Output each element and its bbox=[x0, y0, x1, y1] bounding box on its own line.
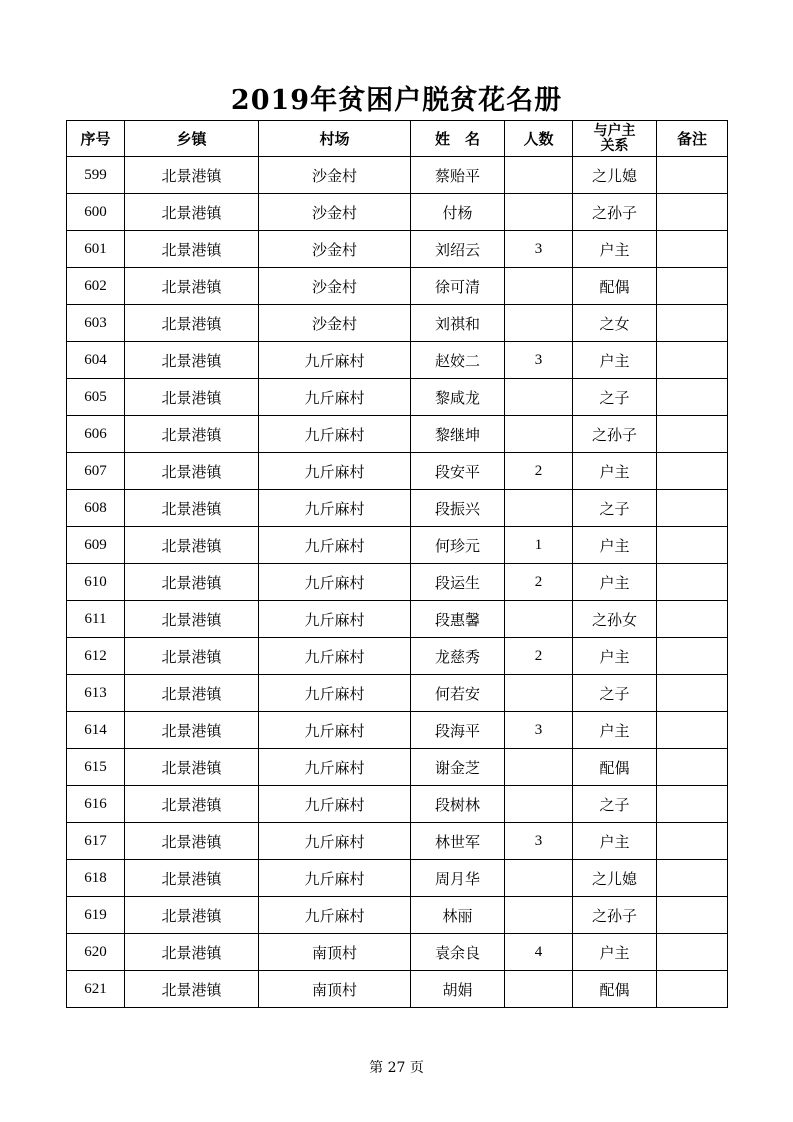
cell-relation: 之儿媳 bbox=[573, 157, 657, 194]
cell-name: 林世军 bbox=[411, 823, 505, 860]
cell-count: 2 bbox=[505, 453, 573, 490]
cell-index: 604 bbox=[67, 342, 125, 379]
document-title: 2019年贫困户脱贫花名册 bbox=[230, 85, 563, 116]
header-index: 序号 bbox=[67, 121, 125, 157]
cell-name: 赵姣二 bbox=[411, 342, 505, 379]
cell-town: 北景港镇 bbox=[125, 305, 259, 342]
cell-count: 3 bbox=[505, 342, 573, 379]
cell-index: 620 bbox=[67, 934, 125, 971]
cell-relation: 之子 bbox=[573, 786, 657, 823]
header-relation bbox=[573, 121, 657, 157]
cell-index: 609 bbox=[67, 527, 125, 564]
cell-note bbox=[657, 453, 728, 490]
cell-count bbox=[505, 971, 573, 1008]
cell-name: 蔡贻平 bbox=[411, 157, 505, 194]
table-row bbox=[67, 490, 728, 527]
cell-note bbox=[657, 342, 728, 379]
cell-town: 北景港镇 bbox=[125, 564, 259, 601]
cell-index: 610 bbox=[67, 564, 125, 601]
cell-village: 九斤麻村 bbox=[259, 712, 411, 749]
cell-count: 2 bbox=[505, 638, 573, 675]
cell-town: 北景港镇 bbox=[125, 231, 259, 268]
cell-relation: 户主 bbox=[573, 231, 657, 268]
cell-count bbox=[505, 268, 573, 305]
table-body bbox=[67, 157, 728, 1008]
cell-relation: 之女 bbox=[573, 305, 657, 342]
cell-index: 611 bbox=[67, 601, 125, 638]
cell-index: 599 bbox=[67, 157, 125, 194]
cell-count: 3 bbox=[505, 823, 573, 860]
cell-town: 北景港镇 bbox=[125, 268, 259, 305]
cell-name: 周月华 bbox=[411, 860, 505, 897]
cell-note bbox=[657, 971, 728, 1008]
header-relation-line1: 与户主 bbox=[593, 122, 636, 139]
cell-village: 九斤麻村 bbox=[259, 638, 411, 675]
cell-index: 608 bbox=[67, 490, 125, 527]
cell-index: 617 bbox=[67, 823, 125, 860]
cell-relation: 之孙子 bbox=[573, 897, 657, 934]
cell-name: 何珍元 bbox=[411, 527, 505, 564]
cell-relation: 之子 bbox=[573, 379, 657, 416]
table-row bbox=[67, 786, 728, 823]
cell-note bbox=[657, 305, 728, 342]
cell-town: 北景港镇 bbox=[125, 860, 259, 897]
cell-town: 北景港镇 bbox=[125, 453, 259, 490]
cell-index: 602 bbox=[67, 268, 125, 305]
cell-count bbox=[505, 601, 573, 638]
cell-note bbox=[657, 490, 728, 527]
cell-village: 南顶村 bbox=[259, 934, 411, 971]
cell-note bbox=[657, 601, 728, 638]
cell-note bbox=[657, 712, 728, 749]
cell-name: 刘绍云 bbox=[411, 231, 505, 268]
cell-name: 黎咸龙 bbox=[411, 379, 505, 416]
table-row bbox=[67, 860, 728, 897]
cell-town: 北景港镇 bbox=[125, 416, 259, 453]
cell-name: 段惠馨 bbox=[411, 601, 505, 638]
cell-relation: 户主 bbox=[573, 823, 657, 860]
table-row bbox=[67, 638, 728, 675]
cell-village: 沙金村 bbox=[259, 157, 411, 194]
header-name: 姓 名 bbox=[411, 121, 505, 157]
table-row bbox=[67, 379, 728, 416]
cell-village: 九斤麻村 bbox=[259, 490, 411, 527]
cell-town: 北景港镇 bbox=[125, 157, 259, 194]
cell-count bbox=[505, 416, 573, 453]
cell-index: 615 bbox=[67, 749, 125, 786]
cell-index: 607 bbox=[67, 453, 125, 490]
cell-index: 601 bbox=[67, 231, 125, 268]
table-row bbox=[67, 194, 728, 231]
table-row bbox=[67, 564, 728, 601]
cell-note bbox=[657, 934, 728, 971]
cell-relation: 户主 bbox=[573, 638, 657, 675]
cell-town: 北景港镇 bbox=[125, 638, 259, 675]
table-header-row bbox=[67, 121, 728, 157]
cell-note bbox=[657, 194, 728, 231]
cell-note bbox=[657, 786, 728, 823]
header-village: 村场 bbox=[259, 121, 411, 157]
header-relation-line2: 关系 bbox=[600, 137, 629, 154]
table-row bbox=[67, 601, 728, 638]
cell-name: 刘祺和 bbox=[411, 305, 505, 342]
cell-note bbox=[657, 675, 728, 712]
table-row bbox=[67, 712, 728, 749]
cell-relation: 配偶 bbox=[573, 268, 657, 305]
cell-town: 北景港镇 bbox=[125, 490, 259, 527]
cell-town: 北景港镇 bbox=[125, 971, 259, 1008]
cell-relation: 之子 bbox=[573, 675, 657, 712]
cell-town: 北景港镇 bbox=[125, 194, 259, 231]
cell-index: 613 bbox=[67, 675, 125, 712]
table-row bbox=[67, 527, 728, 564]
header-note: 备注 bbox=[657, 121, 728, 157]
cell-village: 沙金村 bbox=[259, 231, 411, 268]
cell-town: 北景港镇 bbox=[125, 342, 259, 379]
cell-count bbox=[505, 305, 573, 342]
cell-note bbox=[657, 749, 728, 786]
cell-town: 北景港镇 bbox=[125, 601, 259, 638]
cell-relation: 之子 bbox=[573, 490, 657, 527]
cell-count bbox=[505, 897, 573, 934]
cell-town: 北景港镇 bbox=[125, 379, 259, 416]
cell-index: 614 bbox=[67, 712, 125, 749]
cell-relation: 户主 bbox=[573, 453, 657, 490]
cell-town: 北景港镇 bbox=[125, 675, 259, 712]
cell-note bbox=[657, 157, 728, 194]
cell-count: 1 bbox=[505, 527, 573, 564]
cell-name: 付杨 bbox=[411, 194, 505, 231]
cell-town: 北景港镇 bbox=[125, 527, 259, 564]
cell-relation: 之孙子 bbox=[573, 416, 657, 453]
table-row bbox=[67, 823, 728, 860]
table-row bbox=[67, 934, 728, 971]
cell-village: 沙金村 bbox=[259, 268, 411, 305]
cell-note bbox=[657, 823, 728, 860]
table-row bbox=[67, 897, 728, 934]
cell-note bbox=[657, 231, 728, 268]
cell-village: 九斤麻村 bbox=[259, 749, 411, 786]
cell-count bbox=[505, 749, 573, 786]
cell-note bbox=[657, 379, 728, 416]
cell-note bbox=[657, 638, 728, 675]
cell-village: 九斤麻村 bbox=[259, 416, 411, 453]
cell-count: 2 bbox=[505, 564, 573, 601]
cell-village: 九斤麻村 bbox=[259, 453, 411, 490]
cell-relation: 之儿媳 bbox=[573, 860, 657, 897]
table-row bbox=[67, 675, 728, 712]
cell-count: 4 bbox=[505, 934, 573, 971]
cell-note bbox=[657, 564, 728, 601]
table-row bbox=[67, 749, 728, 786]
cell-village: 九斤麻村 bbox=[259, 379, 411, 416]
cell-relation: 配偶 bbox=[573, 749, 657, 786]
cell-index: 618 bbox=[67, 860, 125, 897]
cell-note bbox=[657, 897, 728, 934]
cell-name: 段运生 bbox=[411, 564, 505, 601]
cell-town: 北景港镇 bbox=[125, 897, 259, 934]
cell-village: 沙金村 bbox=[259, 194, 411, 231]
table-row bbox=[67, 342, 728, 379]
cell-count bbox=[505, 860, 573, 897]
cell-name: 龙慈秀 bbox=[411, 638, 505, 675]
table-row bbox=[67, 416, 728, 453]
cell-name: 黎继坤 bbox=[411, 416, 505, 453]
cell-name: 徐可清 bbox=[411, 268, 505, 305]
cell-village: 九斤麻村 bbox=[259, 342, 411, 379]
cell-index: 612 bbox=[67, 638, 125, 675]
cell-index: 621 bbox=[67, 971, 125, 1008]
table-row bbox=[67, 453, 728, 490]
page-number: 第 27 页 bbox=[369, 1060, 424, 1076]
cell-village: 九斤麻村 bbox=[259, 675, 411, 712]
cell-relation: 之孙子 bbox=[573, 194, 657, 231]
cell-note bbox=[657, 268, 728, 305]
header-town: 乡镇 bbox=[125, 121, 259, 157]
cell-name: 胡娟 bbox=[411, 971, 505, 1008]
cell-name: 段树林 bbox=[411, 786, 505, 823]
cell-count bbox=[505, 786, 573, 823]
cell-relation: 配偶 bbox=[573, 971, 657, 1008]
cell-name: 段海平 bbox=[411, 712, 505, 749]
cell-village: 九斤麻村 bbox=[259, 897, 411, 934]
table-row bbox=[67, 268, 728, 305]
header-count: 人数 bbox=[505, 121, 573, 157]
cell-count bbox=[505, 157, 573, 194]
cell-name: 段振兴 bbox=[411, 490, 505, 527]
cell-count bbox=[505, 194, 573, 231]
cell-town: 北景港镇 bbox=[125, 823, 259, 860]
cell-name: 段安平 bbox=[411, 453, 505, 490]
cell-index: 606 bbox=[67, 416, 125, 453]
cell-village: 九斤麻村 bbox=[259, 564, 411, 601]
cell-name: 袁余良 bbox=[411, 934, 505, 971]
cell-town: 北景港镇 bbox=[125, 934, 259, 971]
cell-note bbox=[657, 527, 728, 564]
cell-count bbox=[505, 675, 573, 712]
cell-village: 九斤麻村 bbox=[259, 601, 411, 638]
cell-village: 九斤麻村 bbox=[259, 527, 411, 564]
cell-name: 何若安 bbox=[411, 675, 505, 712]
cell-village: 九斤麻村 bbox=[259, 823, 411, 860]
cell-relation: 户主 bbox=[573, 527, 657, 564]
table-row bbox=[67, 971, 728, 1008]
cell-relation: 户主 bbox=[573, 564, 657, 601]
cell-index: 603 bbox=[67, 305, 125, 342]
cell-village: 九斤麻村 bbox=[259, 860, 411, 897]
cell-relation: 户主 bbox=[573, 712, 657, 749]
cell-relation: 之孙女 bbox=[573, 601, 657, 638]
cell-village: 沙金村 bbox=[259, 305, 411, 342]
cell-town: 北景港镇 bbox=[125, 749, 259, 786]
cell-town: 北景港镇 bbox=[125, 712, 259, 749]
cell-count bbox=[505, 490, 573, 527]
cell-count: 3 bbox=[505, 231, 573, 268]
table-row bbox=[67, 231, 728, 268]
cell-village: 九斤麻村 bbox=[259, 786, 411, 823]
cell-relation: 户主 bbox=[573, 934, 657, 971]
table-row bbox=[67, 157, 728, 194]
cell-index: 600 bbox=[67, 194, 125, 231]
cell-count: 3 bbox=[505, 712, 573, 749]
poverty-roster-table bbox=[66, 120, 728, 1008]
cell-index: 616 bbox=[67, 786, 125, 823]
cell-relation: 户主 bbox=[573, 342, 657, 379]
cell-note bbox=[657, 860, 728, 897]
cell-town: 北景港镇 bbox=[125, 786, 259, 823]
cell-count bbox=[505, 379, 573, 416]
cell-village: 南顶村 bbox=[259, 971, 411, 1008]
cell-note bbox=[657, 416, 728, 453]
cell-index: 619 bbox=[67, 897, 125, 934]
cell-name: 林丽 bbox=[411, 897, 505, 934]
table-row bbox=[67, 305, 728, 342]
cell-index: 605 bbox=[67, 379, 125, 416]
cell-name: 谢金芝 bbox=[411, 749, 505, 786]
